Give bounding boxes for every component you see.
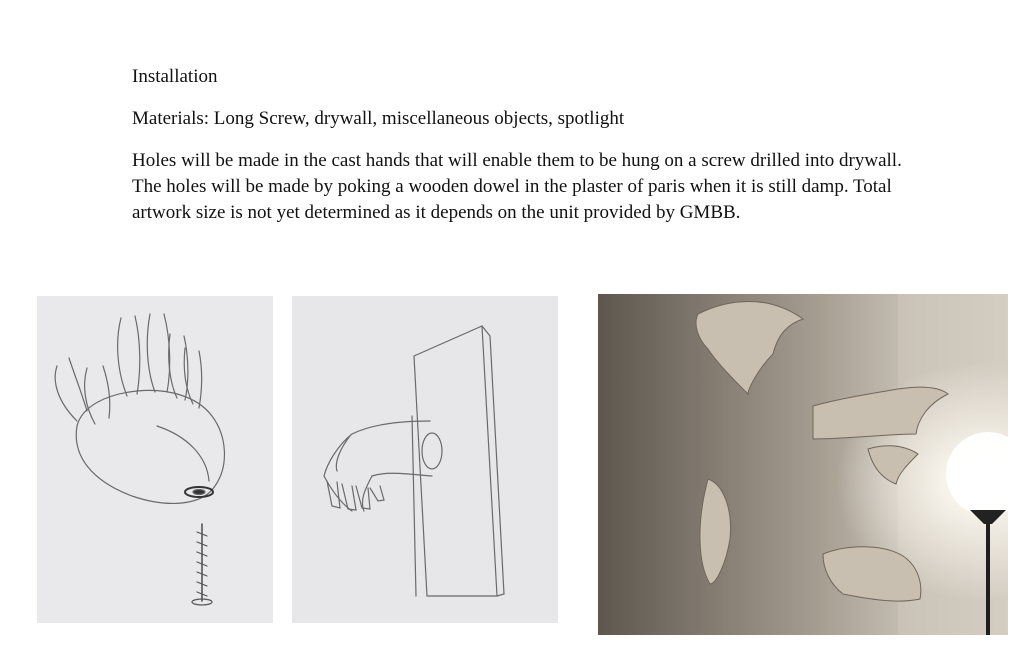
photo-rendering (598, 294, 1008, 635)
description-paragraph: Holes will be made in the cast hands that will enable them to be hung on a screw drilled into drywall. The holes will be made by poking a wooden dowel in the plaster of paris when it is still damp. Total artwork size is not yet determined as it depends on the unit provided by GMBB. (132, 150, 902, 223)
page-title: Installation (132, 66, 218, 87)
materials-line: Materials: Long Screw, drywall, miscellaneous objects, spotlight (132, 108, 625, 129)
hand-drywall-sketch (292, 296, 558, 623)
cast-hands-photo (598, 294, 1008, 635)
hand-screw-sketch (37, 296, 273, 623)
drywall-sketch-drawing (292, 296, 558, 623)
hand-sketch-drawing (37, 296, 273, 623)
